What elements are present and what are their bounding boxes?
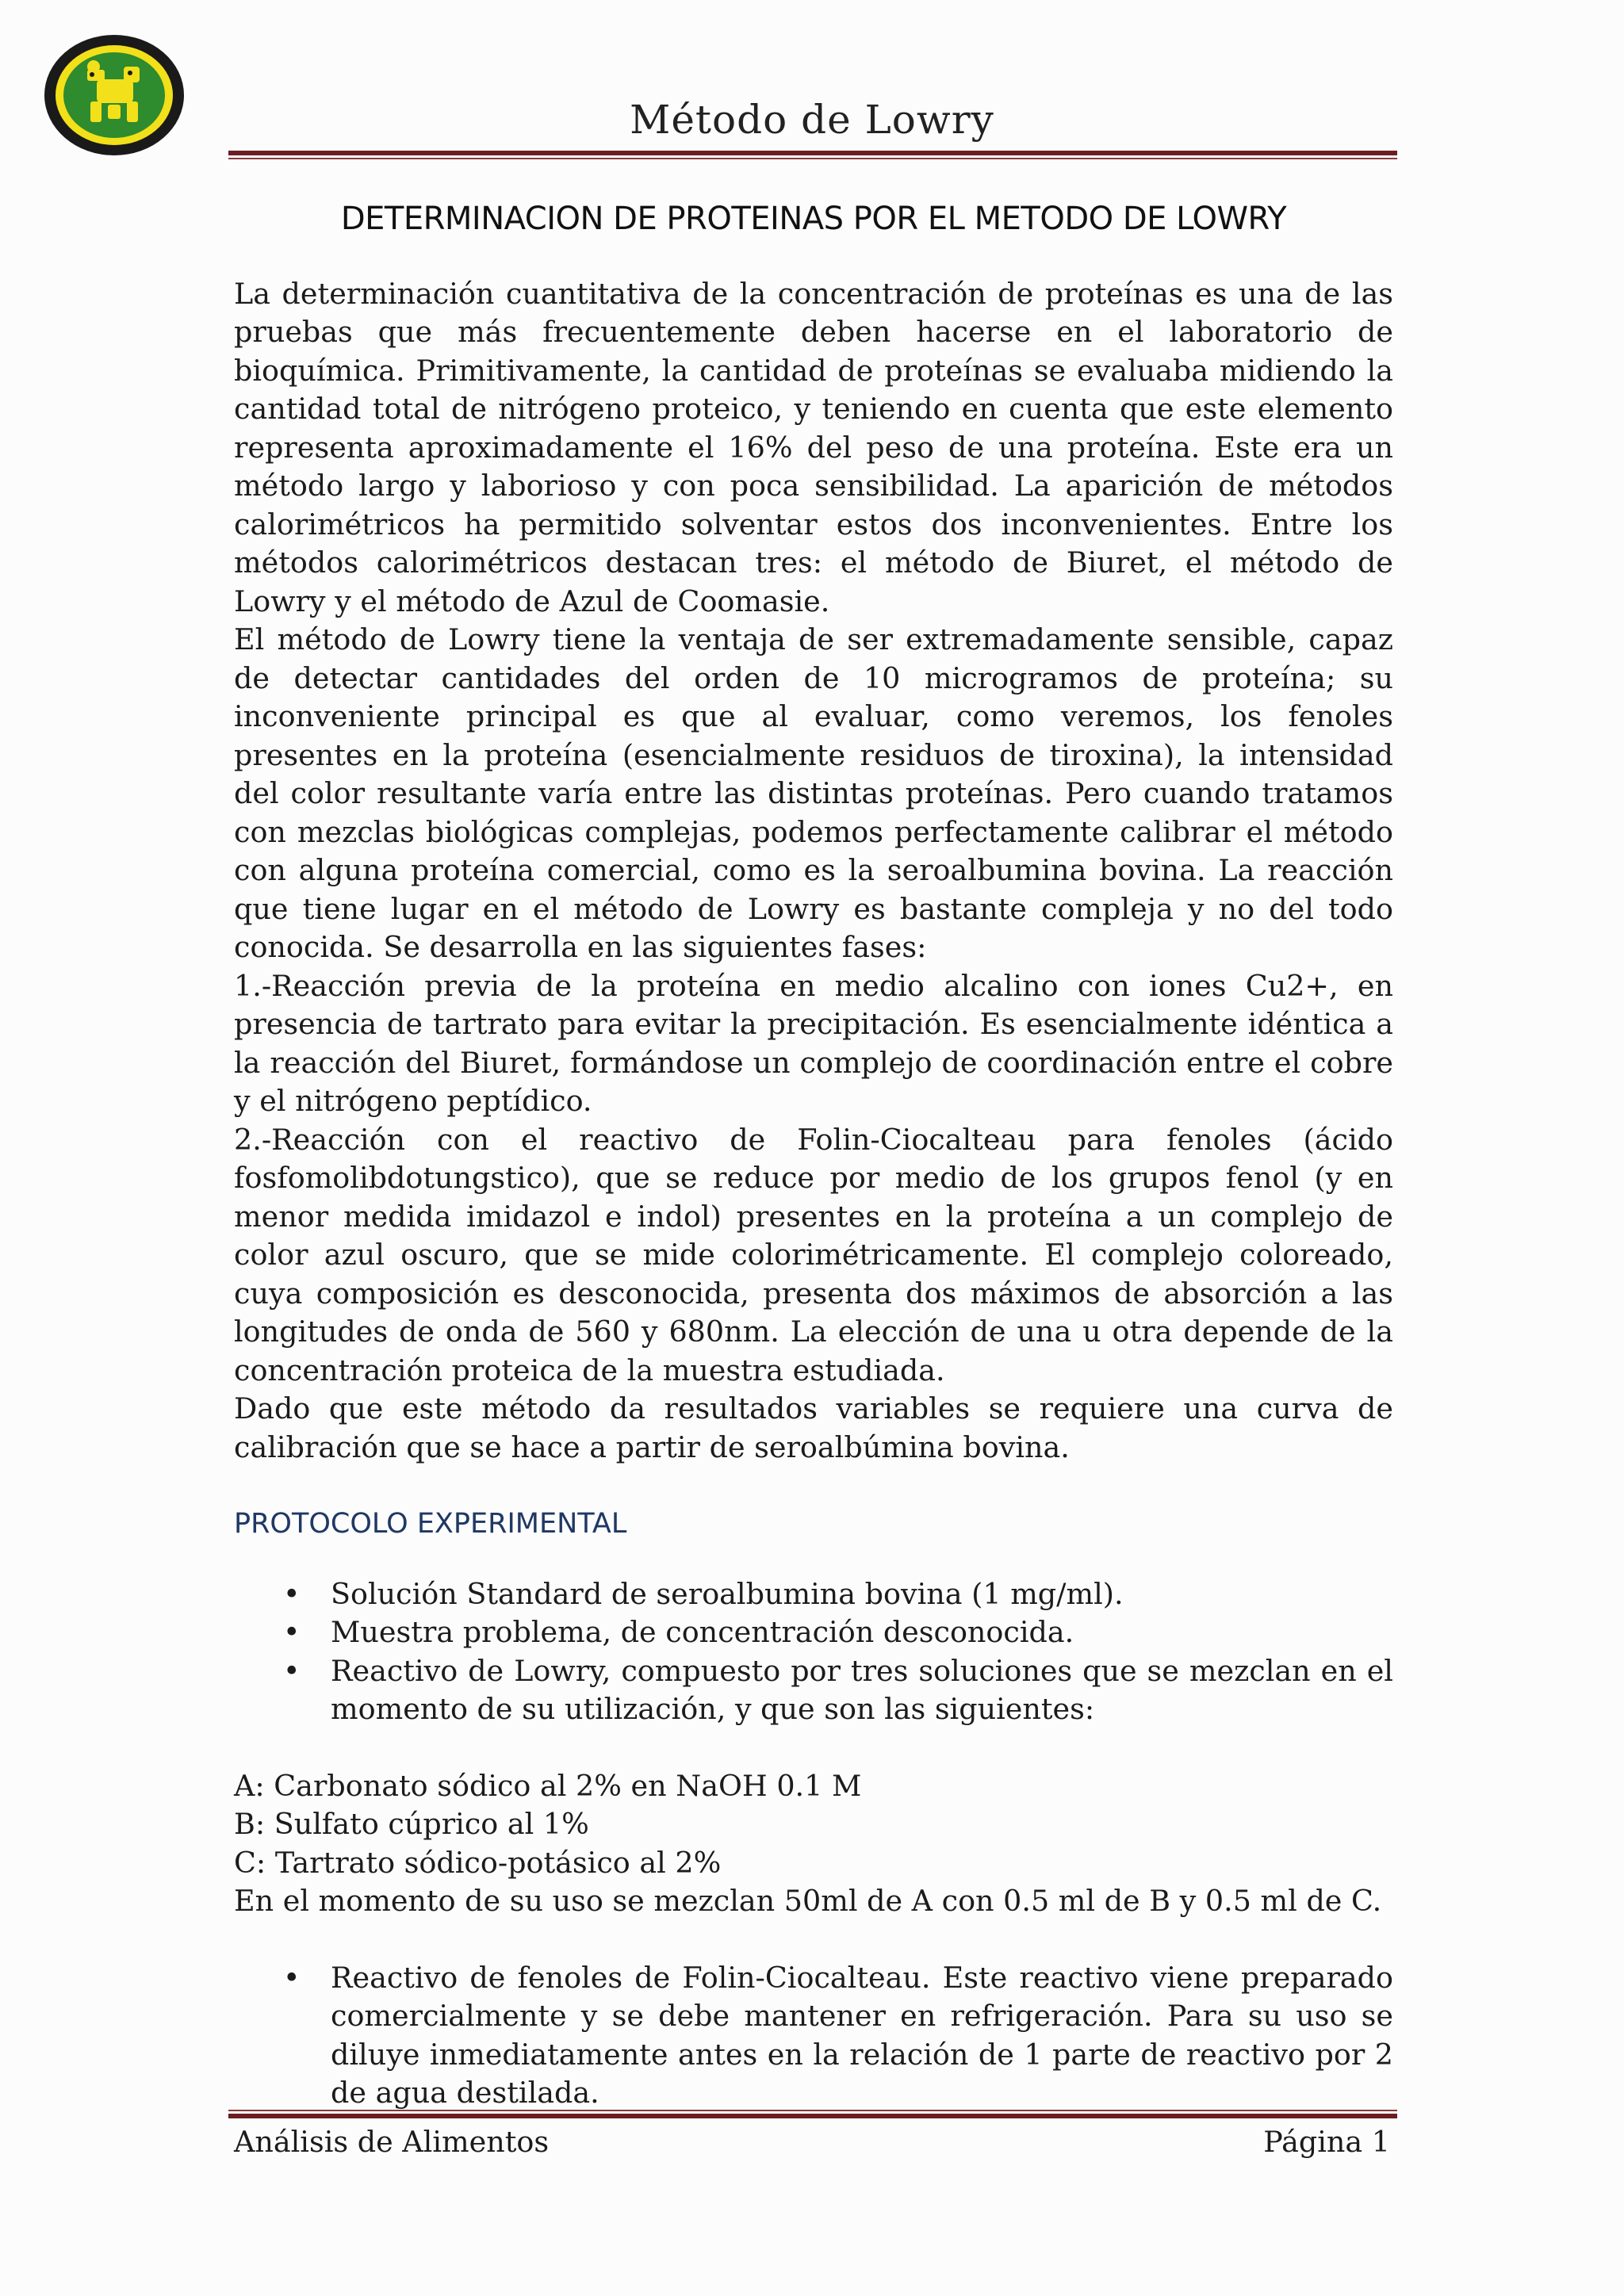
solution-line: C: Tartrato sódico-potásico al 2% — [234, 1845, 722, 1880]
header-title: Método de Lowry — [630, 97, 994, 143]
list-item: • Reactivo de Lowry, compuesto por tres soluciones que se mezclan en el momento de su utilización, y que son las siguientes: — [234, 1652, 1393, 1729]
page-number: Página 1 — [1263, 2125, 1390, 2159]
paragraph: Dado que este método da resultados variables se requiere una curva de calibración que se hace a partir de seroalbúmina bovina. — [234, 1391, 1393, 1464]
reagent-list — [234, 1959, 1393, 2113]
list-item: • Solución Standard de seroalbumina bovina (1 mg/ml). — [234, 1575, 1393, 1614]
header-rule — [228, 151, 1397, 159]
solution-line: B: Sulfato cúprico al 1% — [234, 1807, 589, 1841]
footer-rule — [228, 2110, 1397, 2118]
paragraph: El método de Lowry tiene la ventaja de ser extremadamente sensible, capaz de detectar cantidades del orden de 10 microgramos de proteína; su inconveniente principal es que al evaluar, como veremos, los fenoles presentes en la proteína (esencialmente residuos de tiroxina), la intensidad del color resultante varía entre las distintas proteínas. Pero cuando tratamos con mezclas biológicas complejas, podemos perfectamente calibrar el método con alguna proteína comercial, como es la seroalbumina bovina. La reacción que tiene lugar en el método de Lowry es bastante compleja y no del todo conocida. Se desarrolla en las siguientes fases: — [234, 622, 1393, 964]
document-body — [234, 200, 1393, 2113]
document-title: DETERMINACION DE PROTEINAS POR EL METODO DE LOWRY — [340, 201, 1287, 237]
section-heading: PROTOCOLO EXPERIMENTAL — [234, 1508, 627, 1540]
list-item: • Reactivo de fenoles de Folin-Ciocalteau. Este reactivo viene preparado comercialmente y se debe mantener en refrigeración. Para su uso se diluye inmediatamente antes en la relación de 1 parte de reactivo por 2 de agua destilada. — [234, 1959, 1393, 2113]
list-item: • Muestra problema, de concentración desconocida. — [234, 1613, 1393, 1652]
materials-list — [234, 1575, 1393, 1729]
footer-course-name: Análisis de Alimentos — [234, 2125, 550, 2159]
paragraph: La determinación cuantitativa de la concentración de proteínas es una de las pruebas que más frecuentemente deben hacerse en el laboratorio de bioquímica. Primitivamente, la cantidad de proteínas se evaluaba midiendo la cantidad total de nitrógeno proteico, y teniendo en cuenta que este elemento representa aproximadamente el 16% del peso de una proteína. Este era un método largo y laborioso y con poca sensibilidad. La aparición de métodos calorimétricos ha permitido solventar estos dos inconvenientes. Entre los métodos calorimétricos destacan tres: el método de Biuret, el método de Lowry y el método de Azul de Coomasie. — [234, 276, 1393, 618]
solution-line: A: Carbonato sódico al 2% en NaOH 0.1 M — [234, 1768, 862, 1803]
mixing-instruction: En el momento de su uso se mezclan 50ml de A con 0.5 ml de B y 0.5 ml de C. — [234, 1884, 1382, 1918]
university-logo — [41, 32, 187, 159]
paragraph: 2.-Reacción con el reactivo de Folin-Ciocalteau para fenoles (ácido fosfomolibdotungstico), que se reduce por medio de los grupos fenol (y en menor medida imidazol e indol) presentes en la proteína a un complejo de color azul oscuro, que se mide colorimétricamente. El complejo coloreado, cuya composición es desconocida, presenta dos máximos de absorción a las longitudes de onda de 560 y 680nm. La elección de una u otra depende de la concentración proteica de la muestra estudiada. — [234, 1122, 1393, 1387]
paragraph: 1.-Reacción previa de la proteína en medio alcalino con iones Cu2+, en presencia de tartrato para evitar la precipitación. Es esencialmente idéntica a la reacción del Biuret, formándose un complejo de coordinación entre el cobre y el nitrógeno peptídico. — [234, 968, 1393, 1118]
